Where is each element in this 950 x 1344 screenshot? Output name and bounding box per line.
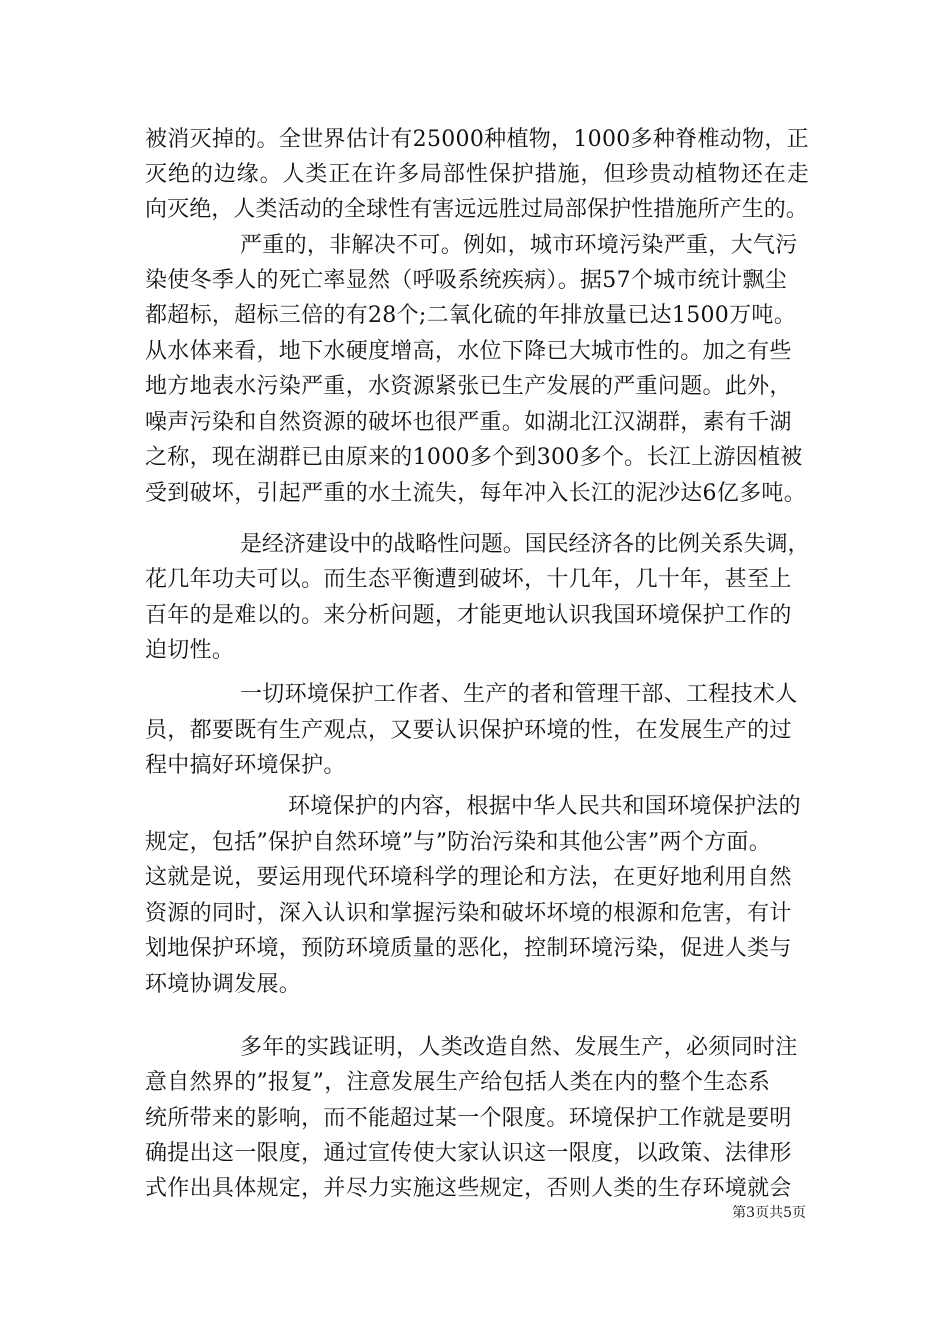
paragraph-5-line-2: 规定，包括”保护自然环境”与”防治污染和其他公害”两个方面。 xyxy=(145,830,771,855)
paragraph-2-line-1: 严重的，非解决不可。例如，城市环境污染严重，大气污 xyxy=(240,233,798,258)
paragraph-2-line-8: 受到破坏，引起严重的水土流失，每年冲入长江的泥沙达6亿多吨。 xyxy=(145,481,806,506)
paragraph-6-line-4: 确提出这一限度，通过宣传使大家认识这一限度，以政策、法律形 xyxy=(145,1141,792,1166)
paragraph-2-line-6: 噪声污染和自然资源的破坏也很严重。如湖北江汉湖群，素有千湖 xyxy=(145,410,792,435)
paragraph-3-line-4: 迫切性。 xyxy=(145,638,235,663)
paragraph-1-line-3: 向灭绝，人类活动的全球性有害远远胜过局部保护性措施所产生的。 xyxy=(145,197,809,222)
paragraph-3-line-3: 百年的是难以的。来分析问题，才能更地认识我国环境保护工作的 xyxy=(145,603,792,628)
paragraph-4-line-1: 一切环境保护工作者、生产的者和管理干部、工程技术人 xyxy=(240,682,798,707)
paragraph-5-line-4: 资源的同时，深入认识和掌握污染和破坏坏境的根源和危害，有计 xyxy=(145,901,792,926)
paragraph-6-line-5: 式作出具体规定，并尽力实施这些规定，否则人类的生存环境就会 xyxy=(145,1176,792,1201)
paragraph-6-line-1: 多年的实践证明，人类改造自然、发展生产，必须同时注 xyxy=(240,1035,798,1060)
paragraph-5-line-5: 划地保护环境，预防环境质量的恶化，控制环境污染，促进人类与 xyxy=(145,936,792,961)
paragraph-4-line-3: 程中搞好环境保护。 xyxy=(145,753,346,778)
paragraph-2-line-2: 染使冬季人的死亡率显然（呼吸系统疾病）。据57个城市统计飘尘 xyxy=(145,268,787,293)
paragraph-5-line-1: 环境保护的内容，根据中华人民共和国环境保护法的 xyxy=(288,794,801,819)
page-number-footer: 第3页共5页 xyxy=(732,1205,806,1221)
paragraph-2-line-5: 地方地表水污染严重，水资源紧张已生产发展的严重问题。此外， xyxy=(145,374,792,399)
paragraph-2-line-4: 从水体来看，地下水硬度增高，水位下降已大城市性的。加之有些 xyxy=(145,339,792,364)
paragraph-3-line-2: 花几年功夫可以。而生态平衡遭到破坏，十几年，几十年，甚至上 xyxy=(145,567,792,592)
paragraph-1-line-1: 被消灭掉的。全世界估计有25000种植物，1000多种脊椎动物，正 xyxy=(145,127,809,152)
paragraph-3-line-1: 是经济建设中的战略性问题。国民经济各的比例关系失调， xyxy=(240,532,810,557)
paragraph-6-line-3: 统所带来的影响，而不能超过某一个限度。环境保护工作就是要明 xyxy=(145,1106,792,1131)
paragraph-1-line-2: 灭绝的边缘。人类正在许多局部性保护措施，但珍贵动植物还在走 xyxy=(145,162,809,187)
paragraph-5-line-6: 环境协调发展。 xyxy=(145,972,302,997)
paragraph-4-line-2: 员，都要既有生产观点，又要认识保护环境的性，在发展生产的过 xyxy=(145,718,792,743)
paragraph-6-line-2: 意自然界的”报复”，注意发展生产给包括人类在内的整个生态系 xyxy=(145,1070,771,1095)
paragraph-2-line-3: 都超标，超标三倍的有28个;二氧化硫的年排放量已达1500万吨。 xyxy=(145,303,796,328)
paragraph-2-line-7: 之称，现在湖群已由原来的1000多个到300多个。长江上游因植被 xyxy=(145,445,803,470)
paragraph-5-line-3: 这就是说，要运用现代环境科学的理论和方法，在更好地利用自然 xyxy=(145,865,792,890)
